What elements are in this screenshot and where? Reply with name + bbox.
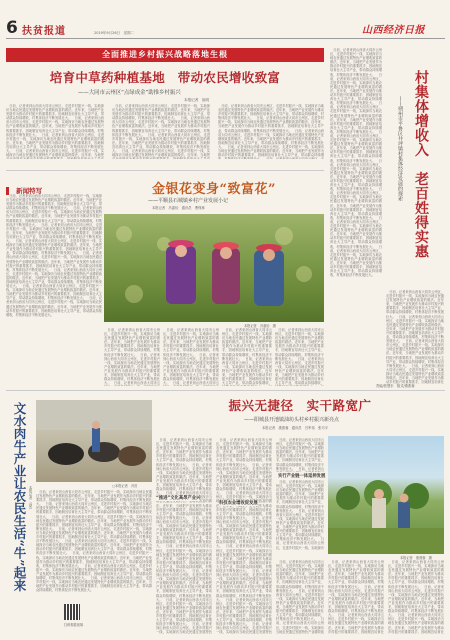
top-banner: [6, 48, 324, 62]
article5-title: 文水肉牛产业让农民生活“牛”起来: [12, 402, 27, 592]
page-header: [6, 19, 446, 37]
article1-byline: 本报记者 崔明: [184, 98, 210, 102]
article4-title: 振兴无捷径 实干路宽广: [228, 398, 372, 413]
news-feature-box: [6, 180, 102, 195]
article2-byline: 本报记者 冯嘉怡 通讯员 曹保林: [152, 206, 205, 210]
article2-col1: [104, 328, 160, 386]
article2-title: 金银花变身“致富花”: [152, 182, 276, 197]
cattle-farm-illustration: [36, 400, 152, 482]
feature-text: [6, 194, 102, 384]
article1-title: 培育中草药种植基地 带动农民增收致富: [49, 70, 281, 85]
article2-col3: [222, 328, 272, 386]
qr-caption: 扫码观看视频: [64, 623, 84, 627]
article4-heading2: 科技农业增收促发展: [219, 501, 258, 506]
article1-col3: [218, 104, 324, 159]
banner-text: 全面推进乡村振兴战略落地生根: [102, 50, 228, 59]
article3-editor: 责编/张慧东 版式/康燕蓉: [376, 384, 415, 388]
article4-col2: [216, 438, 272, 634]
article4-col6: [388, 560, 444, 634]
article4-heading1: “推进”文化高昂产业兴: [156, 496, 201, 501]
flower-pickers-illustration: [104, 214, 324, 322]
page-number: 6: [6, 18, 18, 38]
article1-col1: [6, 104, 104, 159]
header-rule: [6, 38, 445, 39]
article5-photo: [36, 400, 152, 482]
article3-col2: [386, 290, 444, 384]
article4-col5: [328, 560, 384, 634]
article5-byline: 本报记者 冯晋: [28, 486, 32, 510]
section-title: 扶贫报道: [22, 26, 66, 37]
article4-col4: [276, 560, 324, 634]
article4-col3: [276, 438, 324, 472]
qr-code[interactable]: [64, 604, 80, 620]
article1-subtitle: ——大同市云州区“点绿成金”助推乡村振兴: [78, 90, 181, 96]
article4-subtitle: ——阳城县开池镇油坊头村乡村振兴新亮点: [244, 417, 340, 423]
article4-heading3: 实行产业链一体延伸发展: [278, 474, 326, 479]
issue-date: 2019年9月26日 星期二: [94, 31, 135, 35]
article4-photo-credit: 本报记者 康燕蓉 摄: [400, 556, 432, 560]
article1-col2: [112, 104, 210, 159]
article1-rule: [6, 170, 324, 171]
article2-col4: [275, 328, 324, 386]
article4-col1: [156, 438, 212, 634]
article5-col1: [36, 490, 152, 600]
article4-col3b: [276, 480, 324, 550]
lower-section-rule: [6, 390, 445, 391]
masthead-logo: 山西经济日报: [362, 25, 425, 36]
article5-photo-credit: □本报记者 冯晋: [112, 484, 138, 488]
article3-col1: [330, 48, 382, 384]
article2-col2: [163, 328, 219, 386]
article2-photo-credit: 本报记者 冯嘉怡 摄: [244, 324, 276, 328]
article2-photo: [104, 214, 324, 322]
article3-subtitle: ——朔州市平鲁区井坪镇村集体经济发展的探索: [397, 96, 403, 201]
article4-photo: [328, 436, 444, 554]
article4-byline: 本报记者 康燕蓉 通讯员 吕军伟 张巧平: [262, 426, 328, 430]
feature-label: 新闻特写: [16, 187, 43, 195]
article2-subtitle: ——平顺县石城镇乡村产业发展小记: [148, 198, 229, 204]
article3-title: 村集体增收入 老百姓得实惠: [413, 70, 429, 259]
orchard-illustration: [328, 436, 444, 554]
